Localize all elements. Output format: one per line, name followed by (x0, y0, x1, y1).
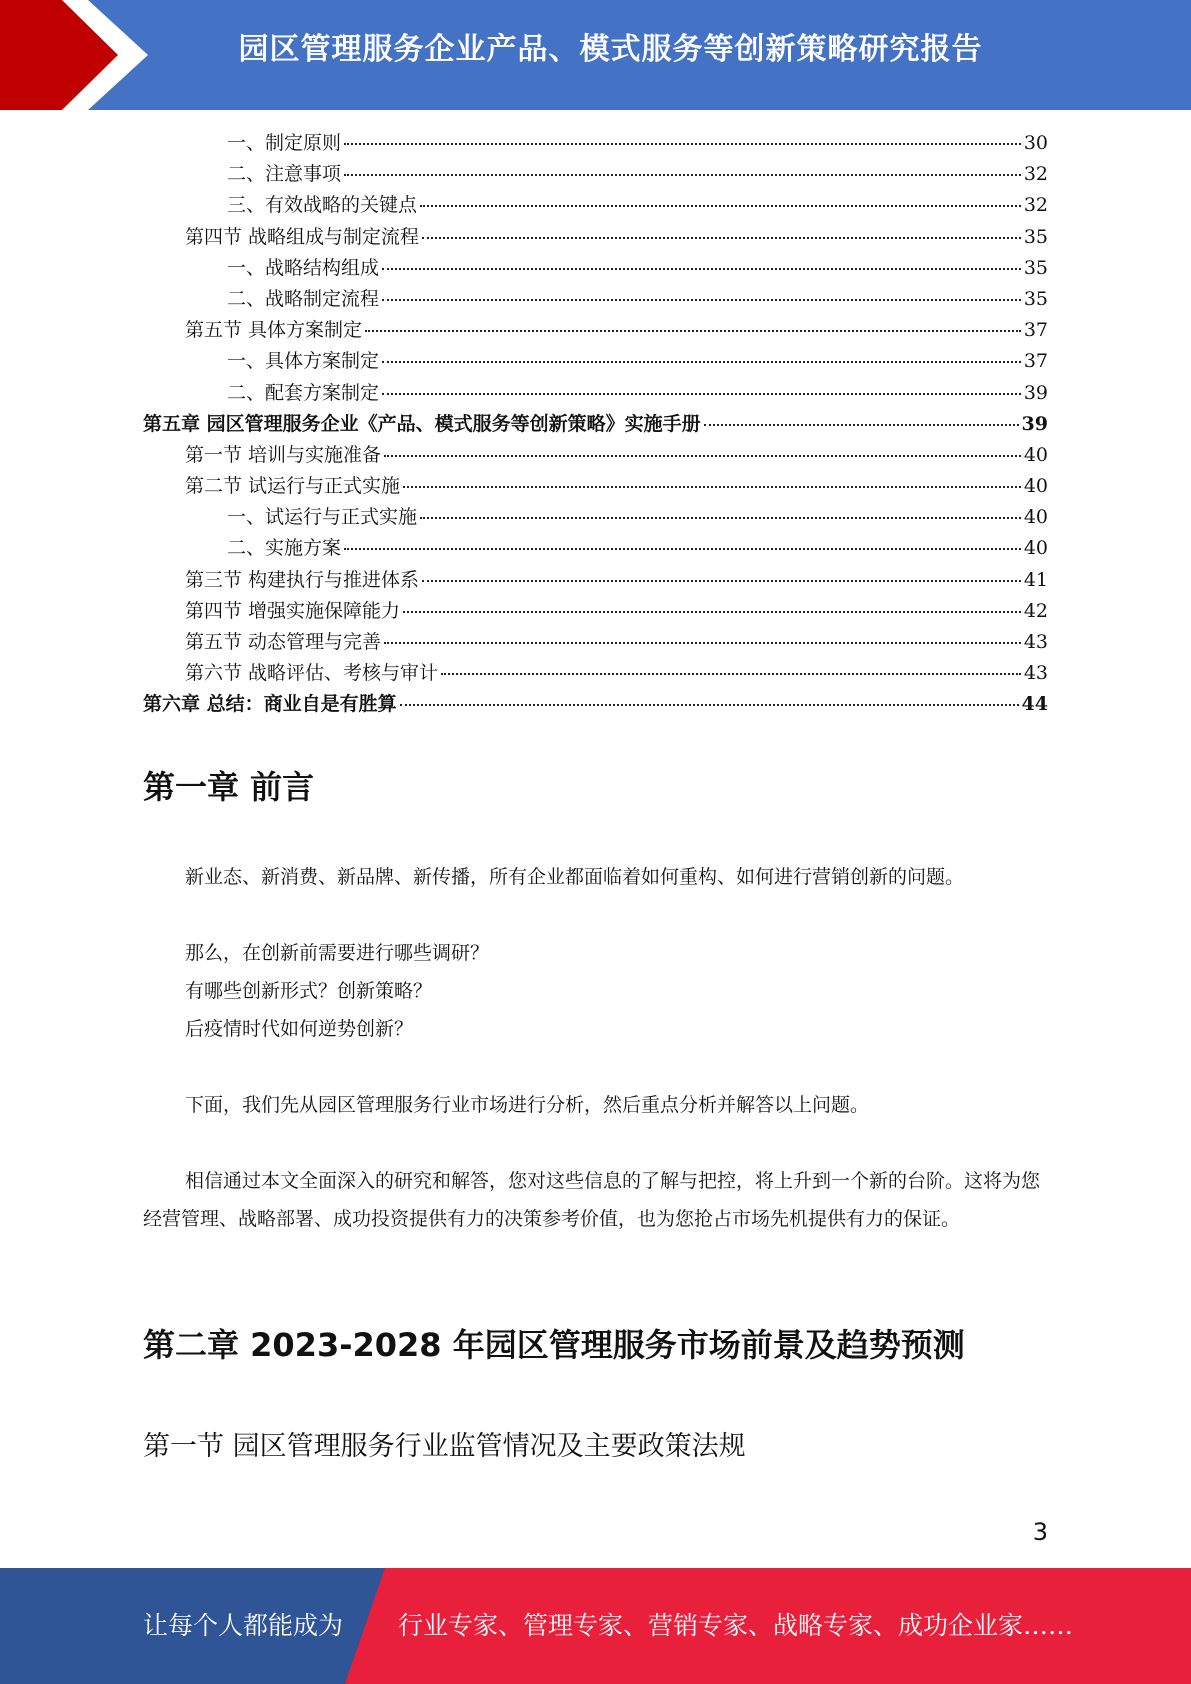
toc-entry-title: 第六章 总结：商业自是有胜算 (143, 693, 397, 716)
table-of-contents (143, 128, 1048, 721)
page-header (0, 0, 1191, 110)
toc-entry-page: 39 (1021, 412, 1048, 435)
toc-entry[interactable] (143, 378, 1048, 409)
toc-dot-leader (422, 580, 1021, 582)
toc-entry-page: 40 (1023, 443, 1048, 466)
toc-entry-title: 二、实施方案 (227, 537, 342, 560)
toc-entry-page: 32 (1023, 163, 1048, 186)
toc-entry-page: 40 (1023, 506, 1048, 529)
toc-entry-page: 30 (1023, 132, 1048, 154)
toc-dot-leader (344, 174, 1021, 176)
toc-entry[interactable] (143, 159, 1048, 190)
toc-entry[interactable] (143, 315, 1048, 346)
toc-entry-title: 三、有效战略的关键点 (227, 194, 418, 217)
toc-dot-leader (382, 268, 1021, 270)
footer-slogan-left: 让每个人都能成为 (143, 1611, 344, 1640)
toc-entry[interactable] (143, 346, 1048, 377)
toc-dot-leader (420, 517, 1021, 519)
toc-dot-leader (365, 330, 1021, 332)
toc-entry-page: 41 (1023, 568, 1048, 591)
toc-entry-title: 第五章 园区管理服务企业《产品、模式服务等创新策略》实施手册 (143, 412, 701, 435)
page-number: 3 (1032, 1518, 1048, 1546)
section-1-heading: 第一节 园区管理服务行业监管情况及主要政策法规 (143, 1431, 746, 1462)
toc-entry-title: 第四节 战略组成与制定流程 (185, 225, 420, 248)
toc-entry-page: 37 (1023, 350, 1048, 373)
toc-entry[interactable] (143, 440, 1048, 471)
toc-dot-leader (382, 361, 1021, 363)
toc-dot-leader (344, 548, 1021, 550)
question-1: 那么，在创新前需要进行哪些调研？ (185, 942, 490, 964)
toc-entry-title: 第二节 试运行与正式实施 (185, 475, 401, 498)
toc-entry-title: 一、制定原则 (227, 132, 342, 154)
toc-entry[interactable] (143, 596, 1048, 627)
toc-entry-page: 35 (1023, 225, 1048, 248)
toc-dot-leader (382, 299, 1021, 301)
toc-entry[interactable] (143, 689, 1048, 720)
toc-dot-leader (403, 611, 1021, 613)
toc-entry[interactable] (143, 128, 1048, 159)
toc-entry-title: 第一节 培训与实施准备 (185, 443, 382, 466)
toc-dot-leader (344, 143, 1021, 145)
toc-dot-leader (400, 704, 1019, 706)
toc-entry-title: 第四节 增强实施保障能力 (185, 599, 401, 622)
page-footer (0, 1568, 1191, 1684)
toc-entry[interactable] (143, 502, 1048, 533)
toc-dot-leader (382, 393, 1021, 395)
toc-entry-page: 35 (1023, 287, 1048, 310)
toc-entry-title: 二、注意事项 (227, 163, 342, 186)
toc-entry-page: 42 (1023, 599, 1048, 622)
toc-entry-page: 44 (1021, 693, 1048, 716)
toc-entry[interactable] (143, 222, 1048, 253)
toc-entry-page: 40 (1023, 475, 1048, 498)
toc-dot-leader (403, 486, 1021, 488)
footer-slogan-right: 行业专家、管理专家、营销专家、战略专家、成功企业家…… (398, 1611, 1074, 1640)
toc-entry-title: 一、具体方案制定 (227, 350, 380, 373)
toc-entry-title: 一、试运行与正式实施 (227, 506, 418, 529)
toc-dot-leader (384, 455, 1021, 457)
toc-entry-title: 二、配套方案制定 (227, 381, 380, 404)
toc-dot-leader (422, 237, 1021, 239)
toc-entry[interactable] (143, 190, 1048, 221)
toc-entry-title: 第三节 构建执行与推进体系 (185, 568, 420, 591)
analysis-paragraph: 下面，我们先从园区管理服务行业市场进行分析，然后重点分析并解答以上问题。 (185, 1094, 870, 1116)
toc-entry-title: 第六节 战略评估、考核与审计 (185, 662, 439, 685)
toc-entry-title: 第五节 动态管理与完善 (185, 631, 382, 653)
toc-entry-page: 32 (1023, 194, 1048, 217)
toc-dot-leader (420, 205, 1021, 207)
toc-entry-page: 43 (1023, 662, 1048, 685)
toc-entry-page: 40 (1023, 537, 1048, 560)
toc-entry-title: 二、战略制定流程 (227, 287, 380, 310)
toc-entry-page: 35 (1023, 256, 1048, 279)
report-title: 园区管理服务企业产品、模式服务等创新策略研究报告 (238, 32, 983, 67)
toc-entry[interactable] (143, 471, 1048, 502)
toc-entry[interactable] (143, 533, 1048, 564)
toc-entry-page: 43 (1023, 631, 1048, 653)
intro-paragraph: 新业态、新消费、新品牌、新传播，所有企业都面临着如何重构、如何进行营销创新的问题。 (185, 866, 965, 888)
conclusion-paragraph: 相信通过本文全面深入的研究和解答，您对这些信息的了解与把控，将上升到一个新的台阶。这将为您经营管理、战略部署、成功投资提供有力的决策参考价值，也为您抢占市场先机提供有力的保证。 (143, 1170, 1041, 1230)
toc-entry-page: 39 (1023, 381, 1048, 404)
toc-dot-leader (704, 424, 1019, 426)
toc-dot-leader (441, 673, 1021, 675)
toc-entry[interactable] (143, 253, 1048, 284)
toc-entry[interactable] (143, 409, 1048, 440)
toc-entry-title: 一、战略结构组成 (227, 256, 380, 279)
toc-entry[interactable] (143, 658, 1048, 689)
toc-entry[interactable] (143, 627, 1048, 658)
chapter-2-heading: 第二章 2023-2028 年园区管理服务市场前景及趋势预测 (143, 1326, 965, 1364)
toc-entry-title: 第五节 具体方案制定 (185, 319, 363, 342)
toc-entry[interactable] (143, 284, 1048, 315)
chapter-1-heading: 第一章 前言 (143, 768, 315, 806)
toc-entry-page: 37 (1023, 319, 1048, 342)
toc-dot-leader (384, 642, 1021, 644)
question-2: 有哪些创新形式？创新策略？ (185, 980, 433, 1002)
toc-entry[interactable] (143, 565, 1048, 596)
question-3: 后疫情时代如何逆势创新？ (185, 1018, 414, 1040)
